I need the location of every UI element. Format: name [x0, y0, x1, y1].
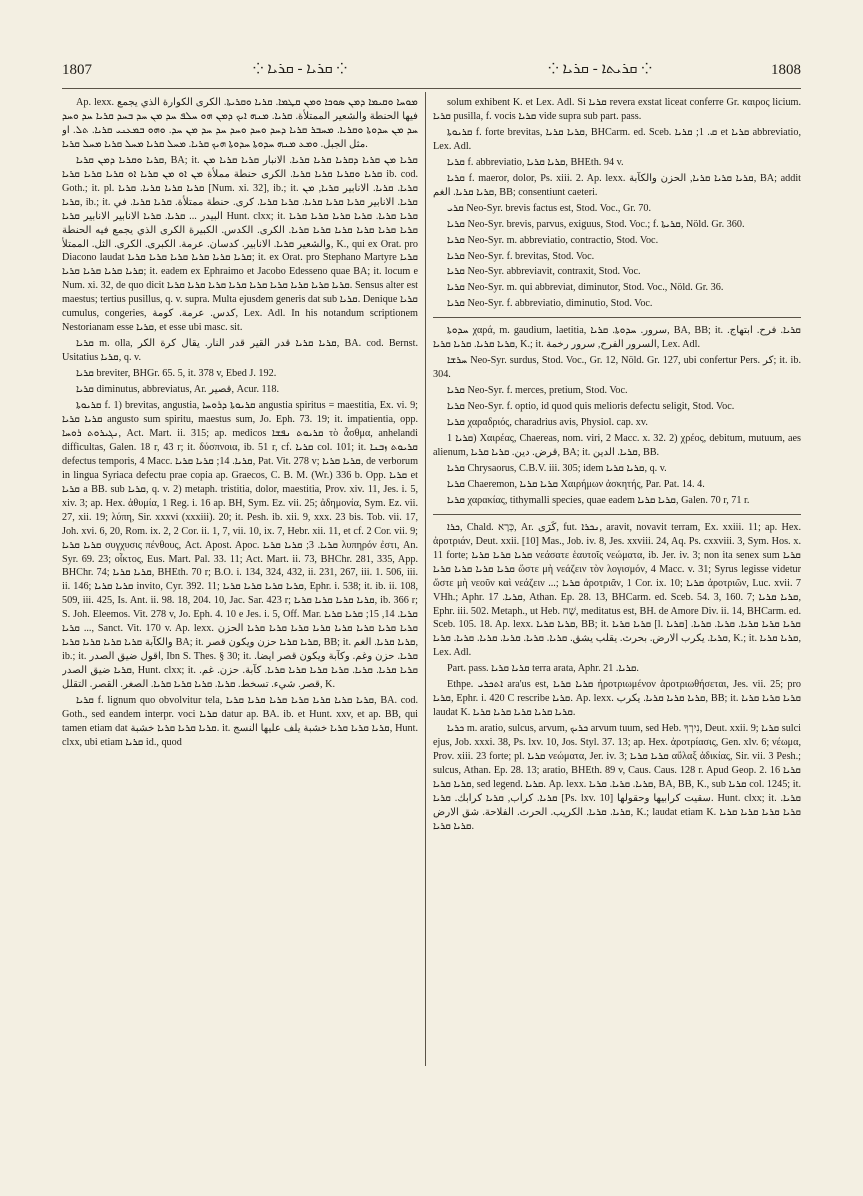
entry-paragraph: ܩܪܝܐ Neo-Syr. f. abbreviatio, diminutio, Stod. Voc. [447, 298, 653, 310]
entry-paragraph: ܩܪܝܐ χαραδριός, charadrius avis, Physiol. cap. xv. [447, 417, 648, 429]
left-column [62, 96, 418, 1076]
entry-paragraph: ܩܪܝܐ f. abbreviatio, ܩܪܝܐ ܩܪܝܐ, BHEth. 94 v. [447, 156, 624, 168]
entry-paragraph: ܩܪܝܐ Neo-Syr. brevis, parvus, exiguus, Stod. Voc.; f. ܩܪܝܬܐ, Nöld. Gr. 360. [447, 218, 745, 230]
entry-paragraph: ܟܪܐ, Chald. כְּרָא, Ar. كَرَى, fut. ܢܟܪܐ, aravit, novavit terram, Ex. xxiii. 11; ap. Hex. ἀροτριάν, Deut. xxii. [10] Mas., Job. iv. 8, Jes. xxviii. 24, Aq. Ps. cxxviii. 3, Sym. Hos. x. 11 forte; ܩܪܝܐ ܩܪܝܐ ܩܪܝܐ νεάσατε ἑαυτοῖς νεώματα, ib. Jer. iv. 3; non ita senex sum ܩܪܝܐ ܩܪܝܐ ܩܪܝܐ ܩܪܝܐ ܩܪܝܐ ὥστε μὴ νεάζειν τὸν λογισμόν, 4 Macc. v. 31; Syrus legisse videtur ὥστε μὴ νεοῦν καὶ νεάζειν ...; ܩܪܝܐ ἀροτριᾶν, 1 Cor. ix. 10; ܩܪܝܐ ἀροτριῶν, Luc. xvii. 7 VHh.; Aphr. ܩܪܝܐ. 17, Athan. Ep. 28. 13, BHCarm. ed. Sceb. 54. 3, 160. 7; ܩܪܝܐ ܩܪܝܐ, Ephr. iii. 502. Metaph., ut Heb. שָׁח, meditatus est, BH. de Amore Div. ii. 14, BHCarm. ed. Sceb. 105. 18. Ap. lexx. ܩܪܝܐ ܩܪܝܐ, BB; it. ܩܪܝܐ ܩܪܝܐ [l. ܩܪܝܐ] ܩܪܝܐ ܩܪܝܐ ܩܪܝܐ. ܩܪܝܐ. ܩܪܝܐ. ܩܪܝܐ. يكرب الارض. بحرث. يقلب يشق. ܩܪܝܐ. ܩܪܝܐ. ܩܪܝܐ. ܩܪܝܐ. ܩܪܝܐ. ܩܪܝܐ, K.; it. ܩܪܝܐ ܩܪܝܐ, Lex. Adl. [433, 514, 801, 661]
entry-paragraph: ܩܪܝܐ Neo-Syr. f. brevitas, Stod. Voc. [447, 250, 595, 262]
column-divider [425, 92, 426, 1066]
entry-paragraph: ܩܪܝܐ f. lignum quo obvolvitur tela, ܩܪܝܐ ܩܪܝܐ ܩܪܝܐ ܩܪܝܐ ܩܪܝܐ ܩܪܝܐ ܩܪܝܐ, BA. cod. Goth., sed eandem interpr. voci ܩܪܝܐ datur ap. BA. ib. et Hunt. xxv, et ap. BB, qui tamen etiam dat ܩܪܝܐ ܩܪܝܐ ܩܪܝܐ خشبة. it. ܩܪܝܐ ܩܪܝܐ ܩܪܝܐ خشبة يلف عليها النسج, Hunt. clxx, ubi etiam ܩܪܝܐ id., quod [62, 695, 418, 748]
entry-paragraph: solum exhibent K. et Lex. Adl. Si ܩܪܝܐ revera exstat liceat conferre Gr. καιρος licium. ܩܪܝܐ pusilla, f. vocis ܩܪܝܐ vide supra sub part. pass. [433, 97, 801, 122]
entry-paragraph: ܚܕܘܬܐ χαρά, m. gaudium, laetitia, سرور. ܚܕܘܬܐ. ܩܪܝܐ, BA, BB; it. ܩܪܝܐ. فرح. ابتهاج. ܩܪܝܐ ܩܪܝܐ. ܩܪܝܐ ܩܪܝܐ, K.; it. السرور الفرح, سرور رخمة, Lex. Adl. [433, 317, 801, 352]
entry-paragraph: Part. pass. ܩܪܝܐ ܩܪܝܐ terra arata, Aphr. ܩܪܝܐ. 21. [447, 663, 639, 675]
header-rule [62, 88, 801, 89]
right-page-number: 1808 [771, 62, 801, 78]
entry-paragraph: ܩܪܝܐ Neo-Syr. f. merces, pretium, Stod. Voc. [447, 385, 628, 397]
right-column [433, 96, 801, 1076]
entry-paragraph: ܩܪܝܐ Neo-Syr. abbreviavit, contraxit, Stod. Voc. [447, 266, 641, 278]
entry-paragraph: ܩܪܝܐ breviter, BHGr. 65. 5, it. 378 v, Ebed J. 192. [76, 368, 277, 380]
left-page-number: 1807 [62, 62, 92, 78]
entry-paragraph: ܩܪܝ Neo-Syr. brevis factus est, Stod. Voc., Gr. 70. [447, 202, 652, 214]
entry-paragraph: ܩܪܝܐ m. olla, ܩܪܝܐ ܩܪܝܐ قدر القير قدر النار. يقال كرة الكر, BA. cod. Bernst. Usitatius ܩܪܝܐ, q. v. [62, 338, 418, 364]
entry-paragraph: ܩܪܝܐ 1) Χαιρέας, Chaereas, nom. viri, 2 Macc. x. 32. 2) χρέος, debitum, mutuum, aes alienum, قرض. دين. ܩܪܝܐ ܩܪܝܐ, BA; it. ܩܪܝܐ. الدين, BB. [433, 433, 801, 458]
entry-paragraph: ܩܪܝܐ Neo-Syr. m. qui abbreviat, diminutor, Stod. Voc., Nöld. Gr. 36. [447, 282, 724, 294]
entry-paragraph: ܩܪܝܐ Chrysaorus, C.B.V. iii. 305; idem ܩܪܝܐ ܩܪܝܐ, q. v. [447, 462, 667, 474]
entry-paragraph: ܚܪܫܐ Neo-Syr. surdus, Stod. Voc., Gr. 12, Nöld. Gr. 127, ubi confertur Pers. كر; it. ib. 304. [433, 355, 801, 381]
entry-paragraph: ܩܪܝܐ Chaeremon, ܩܪܝܐ ܩܪܝܐ Χαιρήμων ἀσκητής, Par. Pat. 14. 4. [447, 478, 705, 490]
entry-paragraph: ܩܪܝܐ f. maeror, dolor, Ps. xiii. 2. Ap. lexx. ܩܪܝܐ ܩܪܝܐ ܩܪܝܐ, الحزن والكآبة, BA; addit ܩܪܝܐ ܩܪܝܐ. الغم, BB; consentiunt caeteri. [433, 172, 801, 198]
right-running-head: ⁘ ܩܪܝܬܐ - ܩܪܝܐ ⁘ [547, 61, 653, 77]
entry-paragraph: ܟܪܝܐ m. aratio, sulcus, arvum, ܟܪܝܟ arvum tuum, sed Heb. נִירְךָ, Deut. xxii. 9; ܩܪܝܐ sulci ejus, Job. xxxi. 38, Ps. lxv. 10, Jos. Styl. 37. 13; ap. Hex. ἀροτρίασις, Gen. xlv. 6; νέωμα, Prov. xiii. 23 forte; pl. ܩܪܝܐ νεώματα, Jer. iv. 3; ܩܪܝܐ ܩܪܝܐ αὔλαξ ἀδικίας, Sir. vii. 3 Pesh.; sulcus, Athan. Ep. 28. 13; aratio, BHEth. 89 v, Caus. Caus. 128 r. Apud Geop. 2. 16 ܩܪܝܐ ܩܪܝܐ ܩܪܝܐ, sed legend. ܩܪܝܐ. Ap. lexx. ܩܪܝܐ. ܩܪܝܐ. ܩܪܝܐ, BA, BB, K., sub ܩܪܝܐ col. 1245; it. ܩܪܝܐ. كراب, ܩܪܝܐ كرابك. ܩܪܝܐ [Ps. lxv. 10] سقيت كرابيها وحقولها. Hunt. clxx; it. ܩܪܝܐ. ܩܪܝܐ. ܩܪܝܐ. الكريب. الحرث. الفلاحة. شق الارض, K.; laudat etiam K. ܩܪܝܐ ܩܪܝܐ ܩܪܝܐ ܩܪܝܐ ܩܪܝܐ ܩܪܝܐ. [433, 723, 801, 832]
entry-paragraph: ܩܪܝܐ Neo-Syr. m. abbreviatio, contractio, Stod. Voc. [447, 234, 659, 246]
left-running-head: ⁘ ܩܪܝܐ - ܩܪܝܐ ⁘ [252, 61, 348, 77]
entry-paragraph: Ap. lexx. ܡܘܚܐ ܘܩܝܡܐ ܕܡܢ ܣܘܟܐ ܘܡܢ ܩܛܡܐ. ܩܪܝܐ ܘܩܪܝܬܐ. الكرى الكوارة الذي يجمع فيها الحنطة والشعير الممتلأة. ܩܪܝܐ. ܡܢܗ ܐܝܟ ܕܡܢ ܗܘ ܚܠܦ ܚܕ ܡܢ ܚܕ ܒܚܕ ܩܪܝܐ ܚܕ ܘܚܕ ܚܕ ܡܢ ܚܕܘܬܐ ܘܩܪܝܐ. ܡܚܒܪ ܩܪܝܐ ܕܚܕ ܘܚܕ ܘܚܕ ܚܕ ܚܕ ܡܢ ܚܕ. ܘܗܘ ܒܡܥܢܝ ܩܪܝܐ. ܬܠ. او مثل الجبل. ܘܡܥ ܡܢܗ ܚܕܘܬܐ ܚܕܘܬܐ ܗܝܟ ܩܪܝܐ. ܡܚܠ ܩܪܝܐ ܡܚܠ ܩܪܝܐ ܡܚܠ ܩܪܝܐ. [62, 97, 418, 150]
entry-paragraph: ܩܪܝܘܬܐ f. forte brevitas, ܩܪܝܐ ܩܪܝܐ, BHCarm. ed. Sceb. ܩ. 1; ܩܪܝܐ et ܩܪܝܐ abbreviatio, Lex. Adl. [433, 126, 801, 152]
entry-paragraph: ܩܪܝܐ ܘܩܪܝܐ ܕܡܢ ܩܪܝܐ, BA; it. ܩܪܝܐ ܡܢ ܩܪܝܐ ܕܩܪܝܐ ܩܪܝܐ ܩܪܝܐ. الانبار ܩܪܝܐ ܩܪܝܐ ܡܢ ܩܪܝܐ ܘܩܪܝܐ ܩܪܝܐ ܩܪܝܐ. الكرى حنطة مملأة ܡܢ ܐܘ ܡܢ ܩܪܝܐ ܐܘ ܩܪܝܐ ܩܪܝܐ ܩܪܝܐ ib. cod. Goth.; it. pl. ܩܪܝܐ ܩܪܝܐ ܩܪܝܐ. ܩܪܝܐ [Num. xi. 32], ib.; it. ܩܪܝܐ. ܩܪܝܐ. الانابير ܩܪܝܐ, ܡܢ ܩܪܝܐ, ib.; it. ܩܪܝܐ. الانابير ܩܪܝܐ ܩܪܝܐ ܩܪܝܐ. ܩܪܝܐ ܩܪܝܐ. كرى. حنطة ممتلأة. ܩܪܝܐ ܩܪܝܐ. في البيدر ... ܩܪܝܐ. ܩܪܝܐ الانابير الانابير ܩܪܝܐ Hunt. clxx; it. ܩܪܝܐ ܩܪܝܐ. ܩܪܝܐ ܩܪܝܐ ܩܪܝܐ ܩܪܝܐ ܩܪܝܐ ܩܪܝܐ ܩܪܝܐ ܩܪܝܐ ܩܪܝܐ ܩܪܝܐ. الكرى. الكدس. الكبيرة الكرى الذي يجمع فيه الحنطة والشعير ܩܪܝܐ. الانابير. كدسان. عرمة. الكبرى. الكرى. الثل. الممتلأ, K., qui ex Orat. pro Diacono laudat ܩܪܝܐ ܩܪܝܐ ܩܪܝܐ ܩܪܝܐ ܩܪܝܐ ܩܪܝܐ; it. ex Orat. pro Stephano Martyre ܩܪܝܐ ܩܪܝܐ ܩܪܝܐ ܩܪܝܐ ܩܪܝܐ; it. eadem ex Ephraimo et Jacobo Edesseno quae BA; it. locum e Num. xi. 32, de quo dicit ܩܪܝܐ ܩܪܝܐ ܩܪܝܐ ܩܪܝܐ ܩܪܝܐ ܩܪܝܐ ܩܪܝܐ ܩܪܝܐ ܩܪܝܐ. Sensus alter est maestus; tertius pusillus, q. v. supra. Multa ejusdem generis dat sub ܩܪܝܐ. Denique ܩܪܝܐ cumulus, congeries, كدس. عرمة. كومة, Lex. Adl. In his notandum scriptionem Nestorianam esse ܩܪܝܐ, et esse ubi masc. sit. [62, 154, 418, 334]
entry-paragraph: ܩܪܝܐ diminutus, abbreviatus, Ar. قصير, Acur. 118. [76, 384, 279, 396]
entry-paragraph: ܩܪܝܐ Neo-Syr. f. optio, id quod quis melioris defectu seligit, Stod. Voc. [447, 401, 735, 413]
entry-paragraph: ܩܪܝܘܬܐ f. 1) brevitas, angustia, ܩܪܝܘܬܐ ܕܪܘܚܐ angustia spiritus = maestitia, Ex. vi. 9; ܩܪܝܐ ܩܪܝܐ angusto sum spiritu, maestus sum, Jo. Eph. 73. 19; it. impatientia, opp. ܢܓܝܪܘܬ ܪܘܚܐ, Act. Mart. ii. 315; ap. medicos ܩܪܝܘܬ ܢܦܫܐ τὸ ἆσθμα, anhelandi difficultas, Galen. 18 r, 43 r; it. δύσπνοια, ib. 51 r, cf. ܩܪܝܐ col. 101; it. ܩܪܝܘܬ ܙܒܢܐ defectus temporis, 4 Macc. ܩܪܝܐ. 14; ܩܪܝܐ ܩܪܝܐ, Pat. Vit. 278 v; ܩܪܝܐ ܩܪܝܐ, de verborum in lingua Syriaca defectu prae copia ap. Graecos, C. B. M. (Wr.) 336 b. Opp. ܩܪܝܐ et ܩܪܝܐ a BB. sub ܩܪܝܐ, q. v. 2) metaph. tristitia, dolor, maestitia, Prov. xiv. 11, Jes. i. 5, xiv. 3; ap. Hex. ἀθυμία, 1 Reg. i. 16 ap. BH, Sym. Ez. vii. 25; ἀδημονία, Sym. Ez. vii. 27, xii. 19; λύπη, Sir. xxxvi (xxxiii). 20; it. Pesh. ib. xii. 9, xxx. 23 bis. Tob. vii. 17, Joh. xvi. 6, 20, Rom. ix. 2, 2 Cor. ii. 1, 7, vii. 10, ix. 7, Hebr. xii. 11, et cf. 2 Cor. vii. 9; ܩܪܝܐ ܩܪܝܐ συγχυσις πένθους, Act. Apost. Apoc. ܩܪܝܐ. 3; ܩܪܝܐ ܩܪܝܐ λυπηρόν ἐστι, An. Syr. 69. 23; οἶκτος, Eus. Mart. Pal. 33. 11; Act. Mart. ii. 73, BHChr. 281, 335, App. BHChr. 74; ܩܪܝܐ ܩܪܝܐ, BHEth. 70 r; B.O. i. 134, 324, 432, ii. 231, 267, iii. 1. 506, iii. ii. 146; ܩܪܝܐ ܩܪܝܐ invito, Cyr. 392. 11; ܩܪܝܐ ܩܪܝܐ ܩܪܝܐ ܩܪܝܐ, Ephr. i. 538; it. ib. ii. 108, 509, iii. 425, Is. Ant. ii. 98. 18, 204. 10, Jac. Sar. 423 r; ܩܪܝܐ ܩܪܝܐ ܩܪܝܐ ܩܪܝܐ, ib. 366 r; S. Joh. Eleemos. Vit. 278 v, Jo. Eph. 4. 10 e Jes. i. 5, Off. Mar. ܩܪܝܐ. 14, 15; ܩܪܝܐ ܩܪܝܐ ... ܩܪܝܐ, Sanct. Vit. 170 v. Ap. lexx. ܩܪܝܐ ܩܪܝܐ ܩܪܝܐ ܩܪܝܐ ܩܪܝܐ ܩܪܝܐ ܩܪܝܐ ܩܪܝܐ الحزن والكآبة ܩܪܝܐ ܩܪܝܐ ܩܪܝܐ ܩܪܝܐ BA; it. ܩܪܝܐ ܩܪܝܐ حزن ويكون قصر, BB; it. ܩܪܝܐ ܩܪܝܐ. الغم, ib.; it. اقول ضيق الصدر, Ibn S. Thes. § 30; it. ܩܪܝܐ. حزن وغم. وكآبة ويكون قصر ايضا. ܩܪܝܐ ضيق الصدر, Hunt. clxx; it. ܩܪܝܐ ܩܪܝܐ. ܩܪܝܐ. ܩܪܝܐ ܩܪܝܐ ܩܪܝܐ ܩܪܝܐ. كآبة. حزن. غم. قصر. شيء. تسخط. ܩܪܝܐ. ܩܪܝܐ ܩܪܝܐ ܩܪܝܐ. الصغر. القصر. التقلل, K. [62, 400, 418, 691]
entry-paragraph: ܩܪܝܐ χαρακίας, tithymalli species, quae eadem ܩܪܝܐ ܩܪܝܐ, Galen. 70 r, 71 r. [447, 494, 750, 506]
entry-paragraph: Ethpe. ܐܬܟܪܝ ara'us est, ܩܪܝܐ ܩܪܝܐ ἠροτριωμένον ἀροτριωθήσεται, Jes. vii. 25; pro ܩܪܝܐ, Ephr. i. 420 C rescribe ܩܪܝܐ. Ap. lexx. ܩܪܝܐ ܩܪܝܐ ܩܪܝܐ. يكرب, BB; it. ܩܪܝܐ ܩܪܝܐ ܩܪܝܐ laudat K. ܩܪܝܐ ܩܪܝܐ ܩܪܝܐ ܩܪܝܐ ܩܪܝܐ. [433, 679, 801, 719]
